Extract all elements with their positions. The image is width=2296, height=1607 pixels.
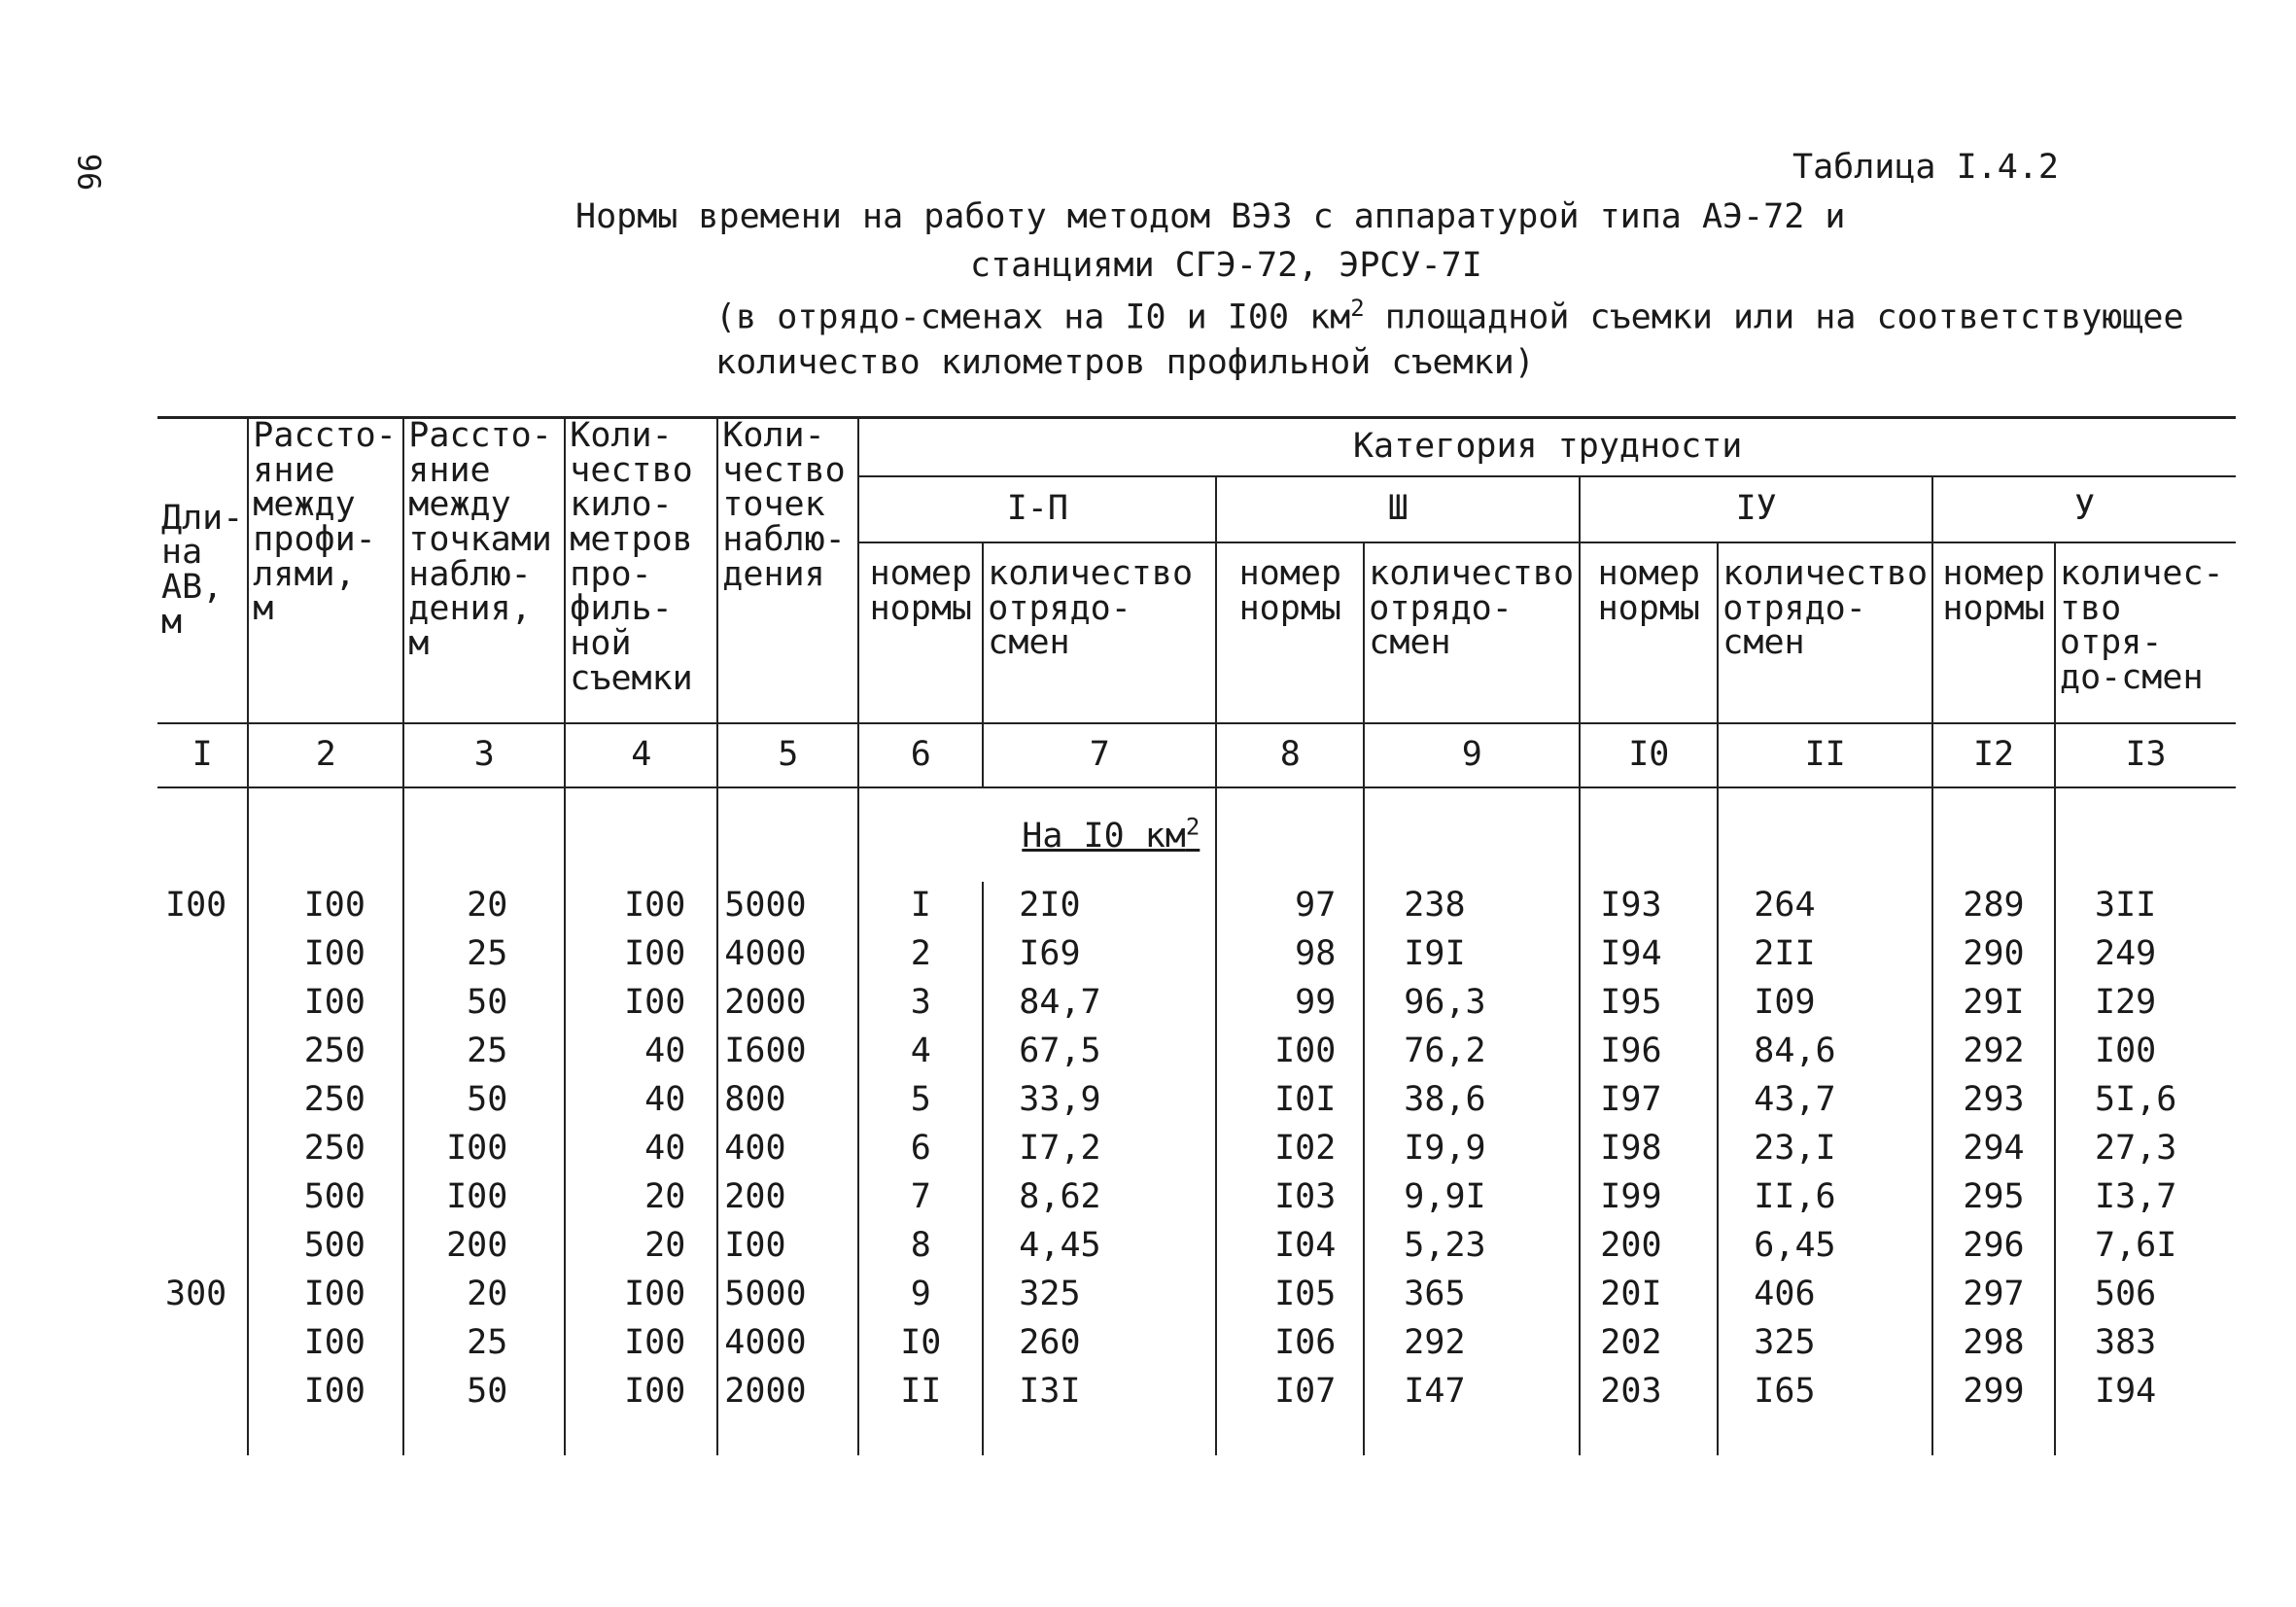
table-cell: I00: [565, 930, 717, 979]
column-number-cell: I0: [1580, 723, 1718, 787]
table-cell: 97: [1216, 882, 1364, 930]
table-cell: 202: [1580, 1319, 1718, 1368]
table-cell: 20: [403, 1271, 565, 1319]
table-cell: 365: [1364, 1271, 1580, 1319]
table-cell: I47: [1364, 1368, 1580, 1416]
table-cell: [157, 1028, 248, 1076]
table-cell: 5000: [717, 882, 858, 930]
table-cell: I00: [565, 1319, 717, 1368]
table-cell: [157, 1319, 248, 1368]
title-line-2: станциями СГЭ-72, ЭРСУ-7I: [970, 246, 1482, 285]
table-cell: 40: [565, 1028, 717, 1076]
table-cell: 295: [1932, 1173, 2055, 1222]
table-cell: 50: [403, 1076, 565, 1125]
table-cell: 29I: [1932, 979, 2055, 1028]
table-cell: 5: [858, 1076, 983, 1125]
table-cell: 325: [983, 1271, 1216, 1319]
table-row: [157, 930, 2236, 979]
table-cell: 300: [165, 1275, 227, 1314]
header-point-count: Коли- чество точек наблю- дения: [717, 418, 858, 724]
title-line-3-text: (в отрядо-сменах на I0 и I00 км: [715, 297, 1351, 337]
table-cell: I00: [248, 1368, 403, 1416]
table-cell: 506: [2055, 1271, 2236, 1319]
table-cell: 20: [403, 882, 565, 930]
table-cell: 3: [858, 979, 983, 1028]
column-number-cell: 3: [403, 723, 565, 787]
table-cell: 299: [1932, 1368, 2055, 1416]
table-cell: 27,3: [2055, 1125, 2236, 1173]
table-cell: 96,3: [1364, 979, 1580, 1028]
table-cell: 67,5: [983, 1028, 1216, 1076]
column-number-cell: II: [1718, 723, 1932, 787]
table-cell: 6,45: [1718, 1222, 1932, 1271]
table-cell: I94: [2055, 1368, 2236, 1416]
table-row: [157, 1319, 2236, 1368]
section-label-text: На I0 км: [1022, 817, 1186, 856]
table-cell: I00: [565, 979, 717, 1028]
table-cell: 200: [717, 1173, 858, 1222]
table-cell: [157, 1222, 248, 1271]
table-row: [157, 1222, 2236, 1271]
table-cell: I05: [1216, 1271, 1364, 1319]
table-cell: 98: [1216, 930, 1364, 979]
column-number-cell: I: [157, 723, 248, 787]
table-cell: I7,2: [983, 1125, 1216, 1173]
table-cell: 250: [248, 1076, 403, 1125]
table-row: [157, 1271, 2236, 1319]
table-row: [157, 882, 2236, 930]
table-cell: I99: [1580, 1173, 1718, 1222]
table-cell: 40: [565, 1125, 717, 1173]
title-line-3-rest: площадной съемки или на соответствующее: [1364, 297, 2184, 337]
header-shift-count: количество отрядо- смен: [1364, 542, 1580, 723]
table-cell: II: [858, 1368, 983, 1416]
table-cell: 4000: [717, 930, 858, 979]
table-cell: 296: [1932, 1222, 2055, 1271]
column-number-cell: I2: [1932, 723, 2055, 787]
table-cell: I93: [1580, 882, 1718, 930]
table-row: [157, 1125, 2236, 1173]
title-line-1: Нормы времени на работу методом ВЭЗ с аппаратурой типа АЭ-72 и: [575, 197, 1846, 236]
column-number-cell: 2: [248, 723, 403, 787]
table-cell: I: [858, 882, 983, 930]
table-cell: 4: [858, 1028, 983, 1076]
table-cell: 292: [1364, 1319, 1580, 1368]
table-cell: I600: [717, 1028, 858, 1076]
table-cell: I00: [403, 1125, 565, 1173]
table-cell: 25: [403, 930, 565, 979]
table-cell: 50: [403, 979, 565, 1028]
header-norm-number: номер нормы: [1580, 542, 1718, 723]
table-cell: I00: [1216, 1028, 1364, 1076]
header-group-5: У: [1932, 476, 2236, 542]
table-cell: 84,7: [983, 979, 1216, 1028]
table-cell: [157, 1076, 248, 1125]
header-shift-count: количество отрядо- смен: [983, 542, 1216, 723]
table-body: [157, 787, 2236, 1455]
table-cell: 50: [403, 1368, 565, 1416]
column-number-cell: 8: [1216, 723, 1364, 787]
table-cell: 298: [1932, 1319, 2055, 1368]
header-difficulty-category: Категория трудности: [858, 418, 2236, 477]
table-cell: I98: [1580, 1125, 1718, 1173]
table-cell: 20I: [1580, 1271, 1718, 1319]
page-mark: 96: [70, 153, 108, 192]
table-cell: 2000: [717, 1368, 858, 1416]
table-cell: I96: [1580, 1028, 1718, 1076]
table-tail: [157, 1416, 2236, 1455]
table-cell: 5,23: [1364, 1222, 1580, 1271]
table-cell: 40: [565, 1076, 717, 1125]
table-cell: 289: [1932, 882, 2055, 930]
table-cell: 200: [403, 1222, 565, 1271]
table-cell: 250: [248, 1028, 403, 1076]
table-cell: I97: [1580, 1076, 1718, 1125]
section-label-sup: 2: [1185, 813, 1200, 841]
header-norm-number: номер нормы: [1932, 542, 2055, 723]
table-cell: 9: [858, 1271, 983, 1319]
table-cell: 293: [1932, 1076, 2055, 1125]
table-cell: I03: [1216, 1173, 1364, 1222]
column-number-cell: 7: [983, 723, 1216, 787]
table-cell: 2I0: [983, 882, 1216, 930]
table-cell: I00: [565, 1271, 717, 1319]
table-cell: I95: [1580, 979, 1718, 1028]
table-cell: 33,9: [983, 1076, 1216, 1125]
column-number-row: [157, 723, 2236, 787]
table-cell: I00: [248, 1271, 403, 1319]
table-cell: 264: [1718, 882, 1932, 930]
table-cell: I69: [983, 930, 1216, 979]
column-number-cell: 4: [565, 723, 717, 787]
table-cell: 290: [1932, 930, 2055, 979]
header-km-count: Коли- чество кило- метров про- филь- ной съемки: [565, 418, 717, 724]
title-line-4: количество километров профильной съемки): [715, 343, 1535, 382]
table-label: Таблица I.4.2: [1792, 148, 2059, 187]
table-cell: I07: [1216, 1368, 1364, 1416]
table-cell: 6: [858, 1125, 983, 1173]
table-cell: 7,6I: [2055, 1222, 2236, 1271]
table-cell: 23,I: [1718, 1125, 1932, 1173]
table-cell: 294: [1932, 1125, 2055, 1173]
column-number-cell: I3: [2055, 723, 2236, 787]
table-cell: 4000: [717, 1319, 858, 1368]
table-cell: 238: [1364, 882, 1580, 930]
table-cell: 406: [1718, 1271, 1932, 1319]
table-cell: I06: [1216, 1319, 1364, 1368]
table-row: [157, 1173, 2236, 1222]
table-cell: 76,2: [1364, 1028, 1580, 1076]
table-cell: 500: [248, 1222, 403, 1271]
table-cell: 38,6: [1364, 1076, 1580, 1125]
header-point-distance: Рассто- яние между точками наблю- дения, м: [403, 418, 565, 724]
table-cell: [157, 979, 248, 1028]
table-cell: 43,7: [1718, 1076, 1932, 1125]
table-cell: 4,45: [983, 1222, 1216, 1271]
header-norm-number: номер нормы: [1216, 542, 1364, 723]
table-cell: [157, 1368, 248, 1416]
table-cell: I65: [1718, 1368, 1932, 1416]
table-row: [157, 979, 2236, 1028]
table-cell: 5000: [717, 1271, 858, 1319]
title-line-3: [715, 295, 2184, 337]
table-cell: 500: [248, 1173, 403, 1222]
table-cell: I00: [717, 1222, 858, 1271]
table-cell: 383: [2055, 1319, 2236, 1368]
table-cell: 3II: [2055, 882, 2236, 930]
table-cell: 2000: [717, 979, 858, 1028]
table-cell: 292: [1932, 1028, 2055, 1076]
table-cell: 325: [1718, 1319, 1932, 1368]
column-number-cell: 5: [717, 723, 858, 787]
table-cell: 2: [858, 930, 983, 979]
table-cell: 9,9I: [1364, 1173, 1580, 1222]
table-cell: 84,6: [1718, 1028, 1932, 1076]
table-cell: [157, 1125, 248, 1173]
header-norm-number: номер нормы: [858, 542, 983, 723]
table-cell: 260: [983, 1319, 1216, 1368]
table-cell: [157, 930, 248, 979]
table-cell: II,6: [1718, 1173, 1932, 1222]
table-cell: 7: [858, 1173, 983, 1222]
table-cell: I00: [403, 1173, 565, 1222]
column-number-cell: 9: [1364, 723, 1580, 787]
table-cell: 5I,6: [2055, 1076, 2236, 1125]
table-cell: I3I: [983, 1368, 1216, 1416]
table-row: [157, 1028, 2236, 1076]
table-cell: I00: [248, 882, 403, 930]
table-cell: 250: [248, 1125, 403, 1173]
table-cell: 8: [858, 1222, 983, 1271]
table-cell: I3,7: [2055, 1173, 2236, 1222]
column-number-cell: 6: [858, 723, 983, 787]
title-superscript: 2: [1350, 295, 1365, 322]
table-cell: 200: [1580, 1222, 1718, 1271]
table-cell: 249: [2055, 930, 2236, 979]
table-cell: I09: [1718, 979, 1932, 1028]
table-cell: I0I: [1216, 1076, 1364, 1125]
table-cell: 25: [403, 1028, 565, 1076]
section-label: [1022, 813, 1200, 856]
table-row: [157, 1368, 2236, 1416]
header-group-1-2: I-П: [858, 476, 1216, 542]
header-shift-count-last: количес- тво отря- до-смен: [2055, 542, 2236, 723]
table-cell: I94: [1580, 930, 1718, 979]
table-cell: I9I: [1364, 930, 1580, 979]
table-cell: 25: [403, 1319, 565, 1368]
table-cell: 20: [565, 1173, 717, 1222]
table-cell: I00: [248, 979, 403, 1028]
table-cell: I00: [565, 882, 717, 930]
table-cell: 2II: [1718, 930, 1932, 979]
table-cell: 8,62: [983, 1173, 1216, 1222]
table-cell: 800: [717, 1076, 858, 1125]
table-cell: I04: [1216, 1222, 1364, 1271]
table-cell: I02: [1216, 1125, 1364, 1173]
table-cell: I29: [2055, 979, 2236, 1028]
table-cell: I0: [858, 1319, 983, 1368]
table-row: [157, 1076, 2236, 1125]
header-group-3: Ш: [1216, 476, 1580, 542]
table-cell: 20: [565, 1222, 717, 1271]
table-cell: I00: [2055, 1028, 2236, 1076]
header-shift-count: количество отрядо- смен: [1718, 542, 1932, 723]
table-cell: I9,9: [1364, 1125, 1580, 1173]
table-cell: 99: [1216, 979, 1364, 1028]
header-group-4: IУ: [1580, 476, 1932, 542]
table-cell: I00: [565, 1368, 717, 1416]
header-length-ab: Дли- на АВ, м: [157, 418, 248, 724]
norms-table: [157, 416, 2236, 1455]
table-cell: [157, 1173, 248, 1222]
table-cell: I00: [248, 1319, 403, 1368]
header-profile-distance: Рассто- яние между профи- лями, м: [248, 418, 403, 724]
table-cell: I00: [248, 930, 403, 979]
table-cell: I00: [165, 886, 227, 926]
table-cell: 203: [1580, 1368, 1718, 1416]
table-cell: 400: [717, 1125, 858, 1173]
table-cell: 297: [1932, 1271, 2055, 1319]
